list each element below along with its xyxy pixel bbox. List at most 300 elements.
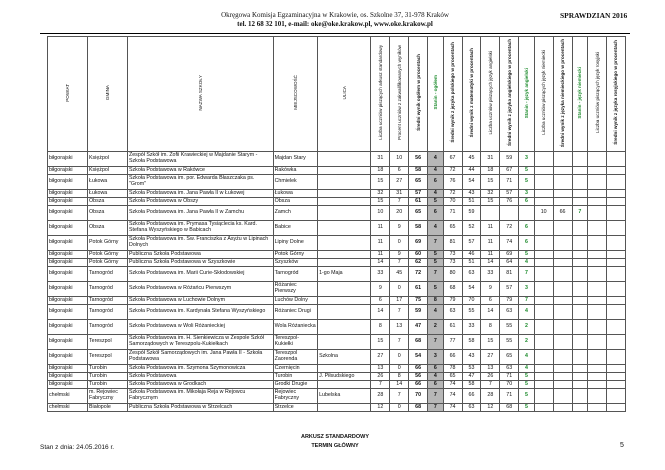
table-cell: Szkoła Podstawowa w Grodkach [128, 381, 274, 389]
table-cell: Szkoła Podstawowa im. Jana Pawła II w Zamchu [128, 206, 274, 221]
table-cell [606, 365, 625, 373]
table-row [48, 305, 626, 320]
table-cell: 72 [443, 190, 462, 198]
table-cell: 5 [428, 251, 444, 259]
table-cell [318, 365, 371, 373]
table-cell: Szkoła Podstawowa w Obszy [128, 198, 274, 206]
table-cell: 33 [481, 267, 500, 282]
table-cell: 27 [371, 350, 390, 365]
table-cell: 8 [390, 373, 409, 381]
table-cell [534, 190, 553, 198]
table-cell: 31 [371, 152, 390, 167]
table-cell: biłgorajski [48, 335, 88, 350]
table-cell: 44 [462, 167, 481, 175]
table-cell: 74 [443, 389, 462, 404]
table-cell: 26 [371, 373, 390, 381]
table-cell: 67 [500, 167, 519, 175]
table-cell [553, 236, 572, 251]
table-cell: 70 [462, 297, 481, 305]
table-cell: 28 [371, 389, 390, 404]
table-cell [553, 152, 572, 167]
table-cell: Szkoła Podstawowa im. H. Sienkiewicza w Zespole Szkół Samorządowych w Tereszpolu-Kukiełkach [128, 335, 274, 350]
table-cell: biłgorajski [48, 221, 88, 236]
table-cell [318, 190, 371, 198]
table-cell: Zespół Szkół im. Zofii Krawieckiej w Majdanie Starym - Szkoła Podstawowa [128, 152, 274, 167]
table-cell [606, 381, 625, 389]
table-cell [572, 152, 588, 167]
table-cell: 1-go Maja [318, 267, 371, 282]
table-cell [534, 305, 553, 320]
column-header-label: Procent uczniów z zakwalifikowanych wyników [396, 45, 402, 141]
table-cell: 66 [409, 365, 428, 373]
sheet-type [270, 433, 400, 451]
table-cell [481, 206, 500, 221]
table-cell: 0 [390, 236, 409, 251]
table-cell: 3 [428, 350, 444, 365]
table-cell: 69 [409, 236, 428, 251]
table-cell [572, 320, 588, 335]
table-cell [318, 198, 371, 206]
table-cell: 52 [462, 221, 481, 236]
table-cell: 68 [443, 282, 462, 297]
table-cell: 6 [481, 297, 500, 305]
table-cell [534, 167, 553, 175]
table-cell [606, 251, 625, 259]
table-cell: 7 [428, 335, 444, 350]
table-cell: 74 [500, 236, 519, 251]
table-cell: 43 [462, 350, 481, 365]
table-cell: 73 [443, 259, 462, 267]
table-cell: 5 [519, 167, 535, 175]
table-row [48, 297, 626, 305]
table-cell: 45 [390, 267, 409, 282]
table-cell: 51 [462, 198, 481, 206]
table-cell: 70 [500, 381, 519, 389]
column-header [273, 37, 317, 152]
table-cell [606, 167, 625, 175]
table-cell: 4 [519, 305, 535, 320]
table-cell: Łukowa [273, 190, 317, 198]
table-cell [534, 282, 553, 297]
column-header-label: POWIAT [65, 83, 70, 102]
table-cell [572, 282, 588, 297]
table-cell: Babice [273, 221, 317, 236]
table-cell: 72 [500, 221, 519, 236]
table-cell [553, 404, 572, 412]
column-header-label: NAZWA SZKOŁY [197, 74, 203, 111]
table-cell: biłgorajski [48, 152, 88, 167]
table-cell [534, 365, 553, 373]
table-cell [606, 190, 625, 198]
table-cell [588, 251, 607, 259]
table-cell: 64 [500, 259, 519, 267]
table-cell: 8 [371, 320, 390, 335]
table-cell [572, 251, 588, 259]
table-cell: biłgorajski [48, 350, 88, 365]
table-cell: 27 [390, 175, 409, 190]
table-cell [572, 305, 588, 320]
column-header [519, 37, 535, 152]
column-header [428, 37, 444, 152]
table-cell [572, 373, 588, 381]
table-cell [606, 350, 625, 365]
column-header [462, 37, 481, 152]
table-cell [588, 267, 607, 282]
table-cell: Potok Górny [273, 251, 317, 259]
table-cell [572, 297, 588, 305]
column-header [481, 37, 500, 152]
report-date: Stan z dnia: 24.05.2016 r. [40, 444, 115, 451]
column-header-label: Średni wynik z języka niemieckiego w procentach [560, 38, 566, 147]
column-header-label: MIEJSCOWOŚĆ [292, 75, 298, 111]
table-cell: 53 [462, 365, 481, 373]
table-cell: 71 [500, 175, 519, 190]
table-cell: Tarnogród [88, 267, 128, 282]
table-cell: 32 [481, 190, 500, 198]
table-cell: Szkoła Podstawowa w Różańcu Pierwszym [128, 282, 274, 297]
table-cell: Rejowiec Fabryczny [273, 389, 317, 404]
table-cell: biłgorajski [48, 320, 88, 335]
table-cell [606, 259, 625, 267]
table-cell: 7 [481, 381, 500, 389]
table-cell: 0 [390, 365, 409, 373]
table-cell: 6 [519, 198, 535, 206]
table-cell: 27 [481, 350, 500, 365]
table-cell [588, 404, 607, 412]
table-cell: 13 [371, 365, 390, 373]
table-cell [572, 221, 588, 236]
table-cell: Grodki Drugie [273, 381, 317, 389]
table-cell [553, 190, 572, 198]
table-cell [572, 236, 588, 251]
table-cell: 63 [462, 404, 481, 412]
column-header [409, 37, 428, 152]
table-cell: 58 [409, 221, 428, 236]
table-row [48, 320, 626, 335]
table-cell: 9 [371, 282, 390, 297]
table-cell [588, 297, 607, 305]
table-row [48, 381, 626, 389]
column-header-label: Średni wynik z języka rosyjskiego w procentach [613, 40, 619, 146]
table-row [48, 282, 626, 297]
table-cell [318, 175, 371, 190]
table-cell: 14 [390, 381, 409, 389]
table-cell: 7 [390, 259, 409, 267]
table-cell: 6 [390, 167, 409, 175]
table-row [48, 365, 626, 373]
table-cell: biłgorajski [48, 297, 88, 305]
table-cell: 2 [519, 335, 535, 350]
table-cell [553, 251, 572, 259]
table-cell: 5 [428, 198, 444, 206]
table-row [48, 335, 626, 350]
table-cell: 3 [519, 190, 535, 198]
table-cell [318, 404, 371, 412]
table-cell: 7 [390, 198, 409, 206]
table-cell [534, 221, 553, 236]
table-cell: 71 [500, 373, 519, 381]
table-cell: 58 [462, 335, 481, 350]
table-cell: 72 [409, 267, 428, 282]
table-cell: 71 [443, 206, 462, 221]
table-cell: 18 [371, 167, 390, 175]
table-cell: 59 [500, 152, 519, 167]
table-cell: 17 [390, 297, 409, 305]
table-cell: 66 [443, 350, 462, 365]
table-cell: Tarnogród [88, 305, 128, 320]
table-cell: 75 [409, 297, 428, 305]
table-cell: 70 [409, 389, 428, 404]
table-cell [588, 190, 607, 198]
results-table [47, 36, 626, 412]
table-cell: 43 [462, 190, 481, 198]
table-cell: Majdan Stary [273, 152, 317, 167]
table-cell: 6 [428, 365, 444, 373]
table-cell [534, 350, 553, 365]
table-cell: 12 [371, 404, 390, 412]
table-cell [588, 175, 607, 190]
table-cell: 76 [443, 175, 462, 190]
column-header [500, 37, 519, 152]
table-cell [553, 259, 572, 267]
table-cell: biłgorajski [48, 251, 88, 259]
table-cell [572, 365, 588, 373]
table-cell [553, 365, 572, 373]
table-cell: 11 [371, 251, 390, 259]
table-cell: 57 [500, 190, 519, 198]
table-row [48, 221, 626, 236]
column-header-label: Liczba uczniów piszących język niemiecki [541, 50, 547, 136]
table-cell: 74 [443, 404, 462, 412]
table-cell: Obsza [88, 198, 128, 206]
table-cell: 65 [443, 373, 462, 381]
table-cell [553, 221, 572, 236]
table-cell: 58 [409, 167, 428, 175]
table-cell [588, 221, 607, 236]
table-cell: Tereszpol [88, 350, 128, 365]
column-header-label: GMINA [105, 85, 110, 101]
table-cell: 28 [481, 389, 500, 404]
table-cell: 7 [390, 335, 409, 350]
table-row [48, 389, 626, 404]
table-cell: 2 [428, 320, 444, 335]
table-cell [588, 236, 607, 251]
table-cell: 72 [443, 167, 462, 175]
table-cell: 5 [519, 251, 535, 259]
header-divider [40, 33, 630, 34]
table-cell [572, 335, 588, 350]
table-cell: 71 [500, 389, 519, 404]
table-cell [534, 267, 553, 282]
table-cell: 55 [462, 305, 481, 320]
table-cell: biłgorajski [48, 206, 88, 221]
table-cell [606, 389, 625, 404]
table-cell: Turobin [88, 381, 128, 389]
table-cell: 15 [371, 198, 390, 206]
table-cell [606, 267, 625, 282]
table-cell: 7 [428, 389, 444, 404]
table-cell: 33 [462, 320, 481, 335]
table-cell: 5 [519, 175, 535, 190]
table-cell [588, 198, 607, 206]
table-cell [588, 365, 607, 373]
table-cell: 68 [500, 404, 519, 412]
column-header [553, 37, 572, 152]
table-cell: Tarnogród [88, 320, 128, 335]
table-cell [534, 152, 553, 167]
table-cell: biłgorajski [48, 365, 88, 373]
table-row [48, 404, 626, 412]
table-cell: 15 [481, 175, 500, 190]
table-cell: 14 [371, 305, 390, 320]
table-cell [553, 335, 572, 350]
table-cell: J. Piłsudskiego [318, 373, 371, 381]
table-cell [318, 206, 371, 221]
column-header-label: Średni wynik z języka angielskiego w procentach [506, 39, 512, 147]
column-header-label: Średni wynik z języka polskiego w procentach [450, 42, 456, 143]
table-cell: 80 [443, 267, 462, 282]
table-cell [606, 175, 625, 190]
table-cell [318, 236, 371, 251]
table-cell [318, 251, 371, 259]
table-row [48, 152, 626, 167]
table-cell: 10 [390, 152, 409, 167]
table-cell: 0 [390, 350, 409, 365]
table-body [48, 152, 626, 412]
column-header [128, 37, 274, 152]
table-cell: 4 [428, 373, 444, 381]
table-cell: Szkoła Podstawowa w Rakówce [128, 167, 274, 175]
table-cell: 15 [371, 335, 390, 350]
table-cell: 7 [519, 267, 535, 282]
table-cell: 76 [500, 198, 519, 206]
table-cell: Szkoła Podstawowa im. Jana Pawła II w Łukowej [128, 190, 274, 198]
table-cell: 57 [409, 190, 428, 198]
table-cell [534, 198, 553, 206]
sheet-type-line2: TERMIN GŁÓWNY [311, 443, 359, 449]
table-cell: biłgorajski [48, 305, 88, 320]
table-cell [534, 381, 553, 389]
table-cell: 7 [519, 297, 535, 305]
table-cell: 4 [428, 190, 444, 198]
table-cell: 47 [462, 373, 481, 381]
table-cell: 69 [500, 251, 519, 259]
table-cell [588, 381, 607, 389]
table-cell: 6 [519, 221, 535, 236]
table-cell: 7 [572, 206, 588, 221]
table-cell [606, 198, 625, 206]
column-header [88, 37, 128, 152]
table-cell [553, 373, 572, 381]
table-cell [606, 305, 625, 320]
table-cell: 5 [428, 282, 444, 297]
table-cell: 6 [371, 297, 390, 305]
table-cell: Różaniec Pierwszy [273, 282, 317, 297]
table-cell: Szkoła Podstawowa im. Szymona Szymonowicza [128, 365, 274, 373]
table-cell: Szyszków [273, 259, 317, 267]
table-cell: Potok Górny [88, 259, 128, 267]
table-cell: 7 [428, 236, 444, 251]
table-cell [572, 167, 588, 175]
table-cell [534, 236, 553, 251]
table-cell [572, 190, 588, 198]
table-cell: Księżpol [88, 152, 128, 167]
table-cell: 74 [443, 381, 462, 389]
table-cell [588, 152, 607, 167]
table-cell: 2 [519, 320, 535, 335]
table-cell: 31 [481, 152, 500, 167]
table-cell [588, 335, 607, 350]
table-cell: 4 [519, 365, 535, 373]
table-cell: 4 [428, 152, 444, 167]
table-cell [534, 389, 553, 404]
table-cell [318, 381, 371, 389]
table-cell: biłgorajski [48, 167, 88, 175]
column-header-label: Średni wynik ogółem w procentach [415, 54, 421, 132]
table-cell: 5 [519, 373, 535, 381]
table-cell [572, 389, 588, 404]
table-cell [606, 373, 625, 381]
table-cell: 26 [481, 373, 500, 381]
table-cell: Szkolna [318, 350, 371, 365]
sheet-type-line1: ARKUSZ STANDARDOWY [300, 434, 370, 440]
table-cell: 4 [519, 350, 535, 365]
column-header-label: Stanin - ogółem [432, 75, 438, 110]
page-number: 5 [620, 442, 624, 449]
table-cell [553, 198, 572, 206]
table-cell: biłgorajski [48, 267, 88, 282]
table-cell: 5 [519, 389, 535, 404]
table-cell [534, 320, 553, 335]
table-cell: 3 [519, 152, 535, 167]
table-cell [606, 320, 625, 335]
table-cell: Lipiny Dolne [273, 236, 317, 251]
column-header [318, 37, 371, 152]
table-cell: Szkoła Podstawowa im. Św. Franciszka z Asyżu w Lipinach Dolnych [128, 236, 274, 251]
table-cell [572, 198, 588, 206]
table-cell: Różaniec Drugi [273, 305, 317, 320]
table-cell: 6 [519, 236, 535, 251]
table-row [48, 167, 626, 175]
table-cell [553, 282, 572, 297]
table-cell: 18 [481, 167, 500, 175]
table-cell: 33 [371, 267, 390, 282]
column-header [390, 37, 409, 152]
table-cell: 32 [371, 190, 390, 198]
table-cell: 31 [390, 190, 409, 198]
table-cell [534, 373, 553, 381]
table-cell: Potok Górny [88, 251, 128, 259]
table-cell [553, 305, 572, 320]
table-cell [606, 236, 625, 251]
table-cell: 11 [481, 251, 500, 259]
table-cell: 20 [390, 206, 409, 221]
table-cell: 9 [481, 282, 500, 297]
table-cell [534, 175, 553, 190]
table-cell [572, 381, 588, 389]
table-cell: Tarnogród [88, 282, 128, 297]
column-header [534, 37, 553, 152]
table-header-row [48, 37, 626, 152]
table-cell [553, 350, 572, 365]
table-cell: 4 [428, 167, 444, 175]
table-cell [606, 282, 625, 297]
table-cell: 58 [462, 381, 481, 389]
table-cell: 12 [481, 404, 500, 412]
table-cell: 15 [481, 198, 500, 206]
table-row [48, 267, 626, 282]
table-cell: Luchów Dolny [273, 297, 317, 305]
